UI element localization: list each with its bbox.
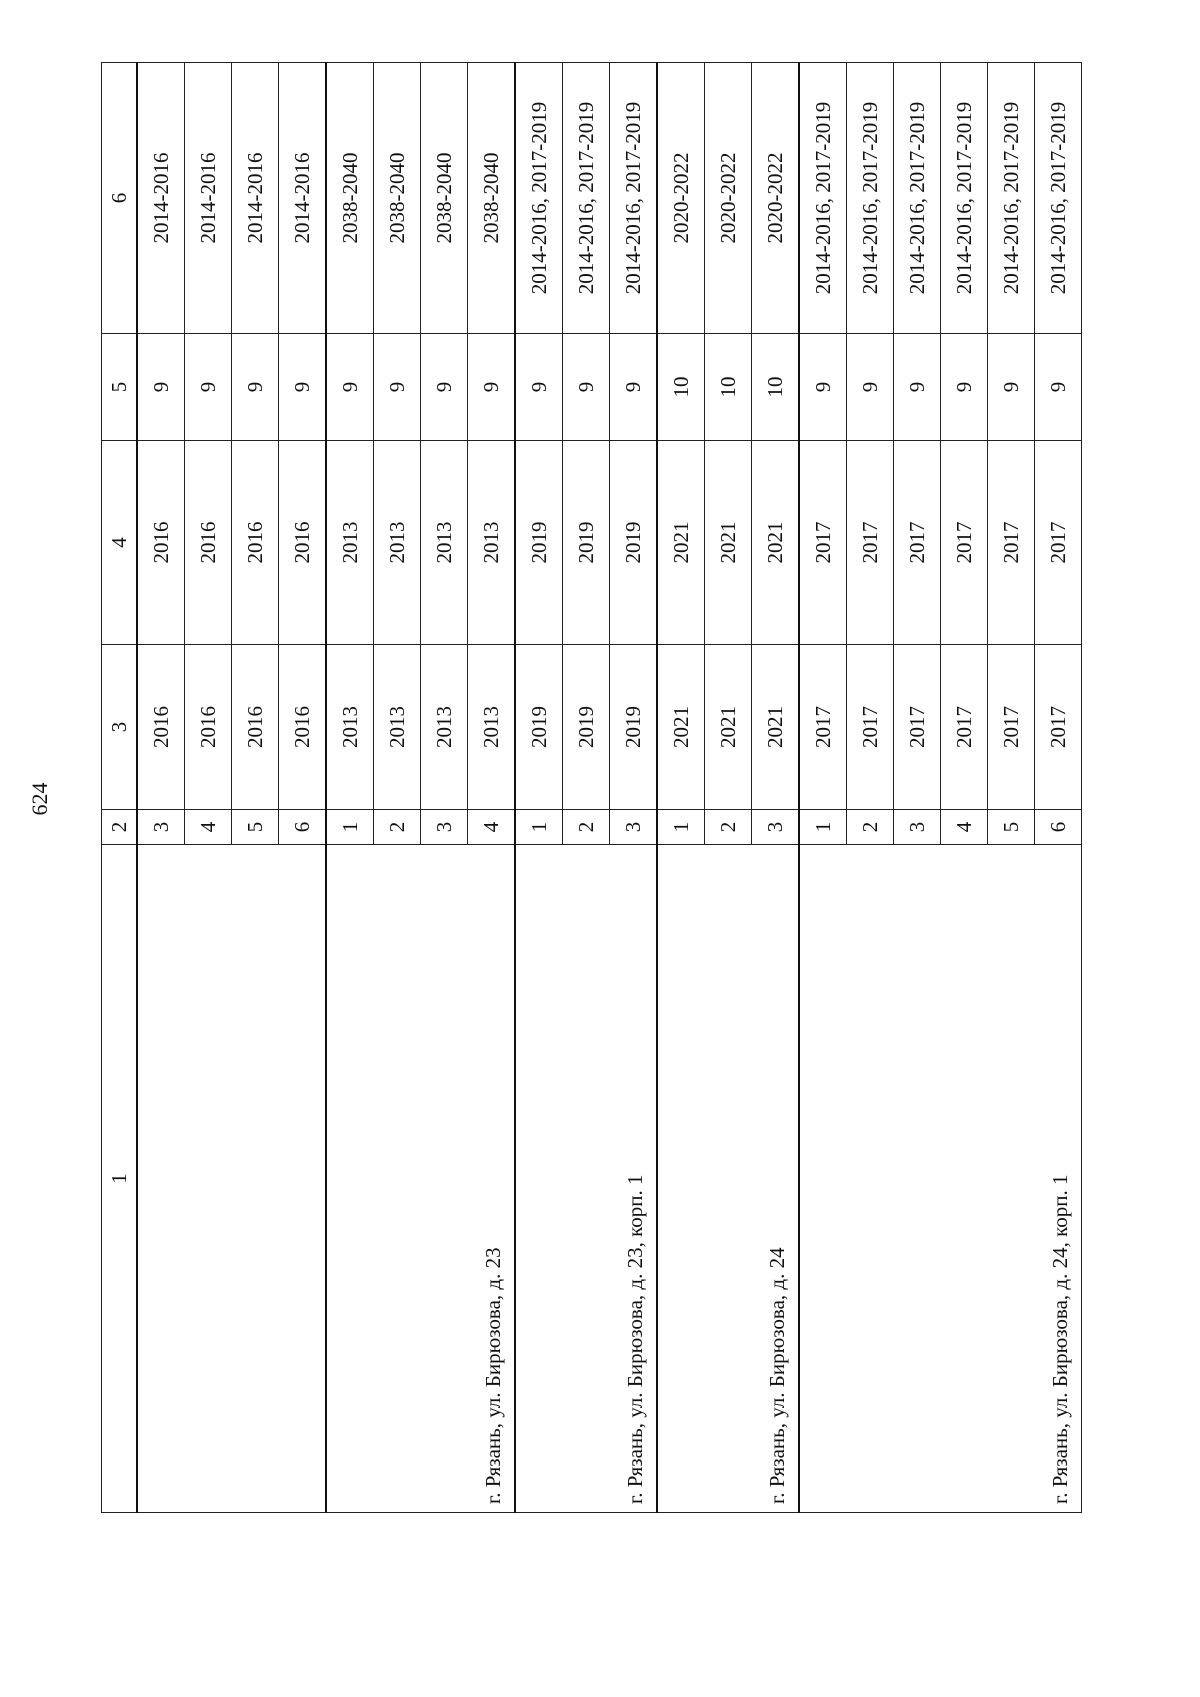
year-cell-3: 2021 (657, 645, 705, 810)
year-cell-3: 2013 (421, 645, 468, 810)
table-container (101, 63, 1072, 1513)
period-cell-6: 2038-2040 (421, 63, 468, 334)
value-cell-5: 10 (752, 334, 800, 441)
period-cell-6: 2014-2016, 2017-2019 (563, 63, 610, 334)
address-cell: г. Рязань, ул. Бирюзова, д. 24 (657, 845, 799, 1513)
header-cell-6: 6 (102, 63, 138, 334)
period-cell-6: 2038-2040 (326, 63, 374, 334)
period-cell-6: 2038-2040 (468, 63, 516, 334)
period-cell-6: 2014-2016, 2017-2019 (799, 63, 847, 334)
period-cell-6: 2014-2016, 2017-2019 (610, 63, 658, 334)
year-cell-3: 2016 (232, 645, 279, 810)
entrance-number-cell: 1 (326, 810, 374, 845)
year-cell-3: 2016 (279, 645, 327, 810)
entrance-number-cell: 4 (468, 810, 516, 845)
entrance-number-cell: 6 (279, 810, 327, 845)
address-cell: г. Рязань, ул. Бирюзова, д. 24, корп. 1 (799, 845, 1082, 1513)
period-cell-6: 2038-2040 (374, 63, 421, 334)
header-row (102, 63, 138, 1513)
table-row (326, 63, 374, 1513)
entrance-number-cell: 4 (185, 810, 232, 845)
period-cell-6: 2020-2022 (657, 63, 705, 334)
header-cell-5: 5 (102, 334, 138, 441)
value-cell-5: 9 (279, 334, 327, 441)
value-cell-5: 9 (515, 334, 563, 441)
year-cell-3: 2021 (705, 645, 752, 810)
period-cell-6: 2014-2016 (279, 63, 327, 334)
entrance-number-cell: 4 (941, 810, 988, 845)
year-cell-4: 2017 (847, 441, 894, 645)
year-cell-4: 2017 (988, 441, 1035, 645)
year-cell-4: 2019 (515, 441, 563, 645)
entrance-number-cell: 1 (799, 810, 847, 845)
address-cell: г. Рязань, ул. Бирюзова, д. 23 (326, 845, 515, 1513)
year-cell-3: 2017 (941, 645, 988, 810)
year-cell-4: 2016 (279, 441, 327, 645)
year-cell-3: 2019 (610, 645, 658, 810)
year-cell-3: 2017 (894, 645, 941, 810)
entrance-number-cell: 1 (657, 810, 705, 845)
year-cell-3: 2016 (185, 645, 232, 810)
value-cell-5: 9 (847, 334, 894, 441)
year-cell-4: 2016 (137, 441, 185, 645)
year-cell-4: 2013 (326, 441, 374, 645)
table-row (657, 63, 705, 1513)
entrance-number-cell: 3 (137, 810, 185, 845)
header-cell-3: 3 (102, 645, 138, 810)
entrance-number-cell: 3 (610, 810, 658, 845)
value-cell-5: 9 (185, 334, 232, 441)
value-cell-5: 9 (232, 334, 279, 441)
entrance-number-cell: 2 (705, 810, 752, 845)
value-cell-5: 10 (705, 334, 752, 441)
entrance-number-cell: 2 (563, 810, 610, 845)
year-cell-3: 2019 (563, 645, 610, 810)
entrance-number-cell: 6 (1035, 810, 1082, 845)
year-cell-3: 2019 (515, 645, 563, 810)
value-cell-5: 10 (657, 334, 705, 441)
entrance-number-cell: 5 (988, 810, 1035, 845)
entrance-number-cell: 3 (752, 810, 800, 845)
period-cell-6: 2014-2016, 2017-2019 (894, 63, 941, 334)
value-cell-5: 9 (1035, 334, 1082, 441)
period-cell-6: 2014-2016, 2017-2019 (515, 63, 563, 334)
year-cell-4: 2017 (799, 441, 847, 645)
year-cell-4: 2016 (232, 441, 279, 645)
entrance-number-cell: 2 (374, 810, 421, 845)
table-row (137, 63, 185, 1513)
year-cell-4: 2017 (941, 441, 988, 645)
page-number: 624 (27, 782, 52, 816)
address-cell: г. Рязань, ул. Бирюзова, д. 23, корп. 1 (515, 845, 657, 1513)
year-cell-3: 2017 (988, 645, 1035, 810)
repair-schedule-table (101, 62, 1082, 1513)
year-cell-3: 2013 (326, 645, 374, 810)
period-cell-6: 2014-2016, 2017-2019 (847, 63, 894, 334)
address-cell (137, 845, 326, 1513)
table-row (799, 63, 847, 1513)
period-cell-6: 2014-2016, 2017-2019 (1035, 63, 1082, 334)
year-cell-4: 2019 (563, 441, 610, 645)
period-cell-6: 2014-2016 (185, 63, 232, 334)
entrance-number-cell: 3 (421, 810, 468, 845)
entrance-number-cell: 3 (894, 810, 941, 845)
year-cell-4: 2019 (610, 441, 658, 645)
year-cell-3: 2021 (752, 645, 800, 810)
value-cell-5: 9 (374, 334, 421, 441)
period-cell-6: 2014-2016 (232, 63, 279, 334)
entrance-number-cell: 2 (847, 810, 894, 845)
year-cell-4: 2021 (752, 441, 800, 645)
value-cell-5: 9 (421, 334, 468, 441)
header-cell-2: 2 (102, 810, 138, 845)
entrance-number-cell: 1 (515, 810, 563, 845)
year-cell-3: 2013 (468, 645, 516, 810)
year-cell-4: 2013 (421, 441, 468, 645)
table-body (137, 63, 1082, 1513)
value-cell-5: 9 (799, 334, 847, 441)
header-cell-1: 1 (102, 845, 138, 1513)
year-cell-4: 2017 (1035, 441, 1082, 645)
entrance-number-cell: 5 (232, 810, 279, 845)
year-cell-3: 2017 (1035, 645, 1082, 810)
value-cell-5: 9 (610, 334, 658, 441)
period-cell-6: 2020-2022 (752, 63, 800, 334)
header-cell-4: 4 (102, 441, 138, 645)
period-cell-6: 2020-2022 (705, 63, 752, 334)
value-cell-5: 9 (988, 334, 1035, 441)
period-cell-6: 2014-2016, 2017-2019 (941, 63, 988, 334)
year-cell-4: 2017 (894, 441, 941, 645)
value-cell-5: 9 (941, 334, 988, 441)
value-cell-5: 9 (137, 334, 185, 441)
value-cell-5: 9 (326, 334, 374, 441)
year-cell-3: 2013 (374, 645, 421, 810)
year-cell-4: 2021 (657, 441, 705, 645)
year-cell-4: 2016 (185, 441, 232, 645)
year-cell-3: 2016 (137, 645, 185, 810)
year-cell-3: 2017 (847, 645, 894, 810)
value-cell-5: 9 (563, 334, 610, 441)
year-cell-4: 2013 (468, 441, 516, 645)
table-row (515, 63, 563, 1513)
value-cell-5: 9 (468, 334, 516, 441)
value-cell-5: 9 (894, 334, 941, 441)
year-cell-3: 2017 (799, 645, 847, 810)
year-cell-4: 2013 (374, 441, 421, 645)
year-cell-4: 2021 (705, 441, 752, 645)
period-cell-6: 2014-2016, 2017-2019 (988, 63, 1035, 334)
period-cell-6: 2014-2016 (137, 63, 185, 334)
